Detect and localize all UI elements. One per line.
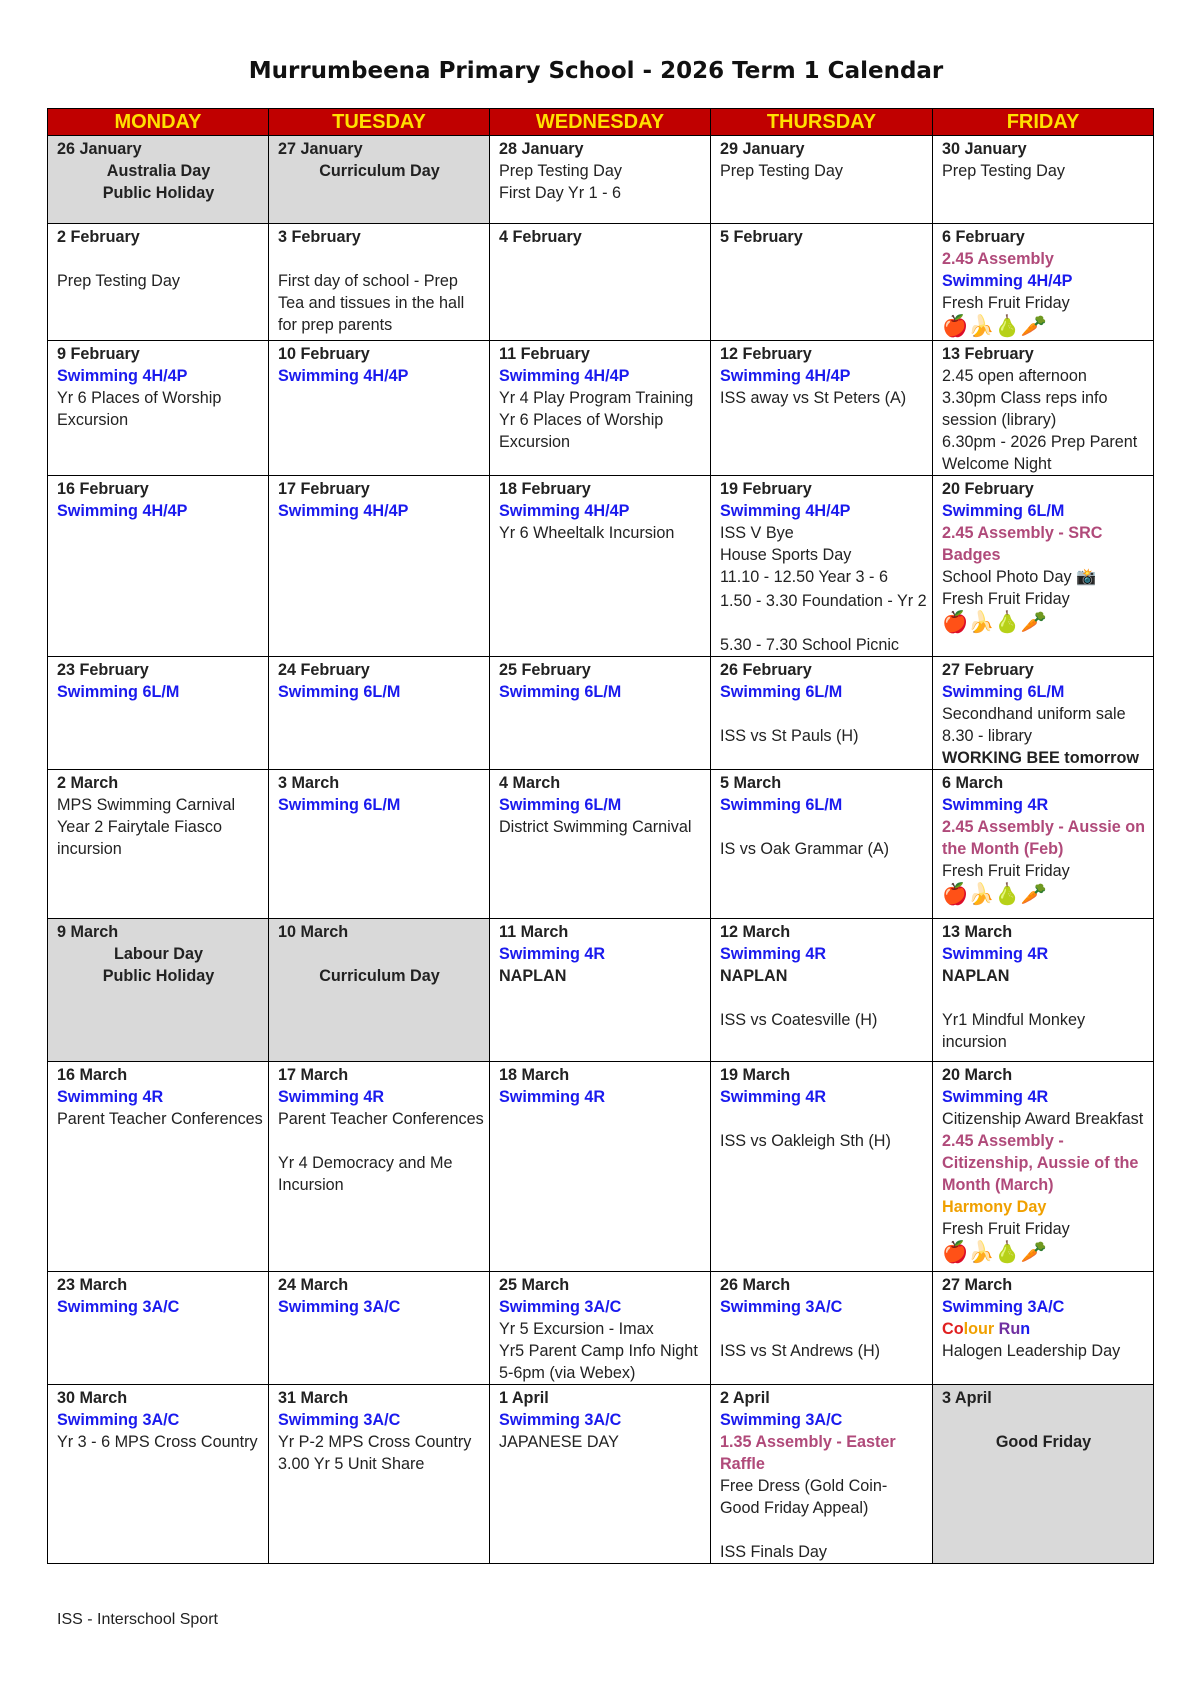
day-date: 28 January (498, 140, 584, 158)
event: ISS away vs St Peters (A) (719, 389, 907, 407)
week-row (48, 136, 1154, 224)
event: 8.30 - library (942, 727, 1032, 745)
week-row (48, 1385, 1154, 1564)
week-row (48, 224, 1154, 341)
header-wednesday: WEDNESDAY (489, 109, 710, 136)
swimming-event: Swimming 6L/M (719, 796, 843, 814)
day-cell (933, 1062, 1154, 1272)
event: incursion (942, 1033, 1007, 1051)
event: Yr1 Mindful Monkey (942, 1011, 1086, 1029)
day-cell (489, 657, 710, 770)
day-date: 16 February (57, 480, 149, 498)
day-cell (268, 476, 489, 657)
swimming-event: Swimming 3A/C (719, 1411, 843, 1429)
week-row (48, 770, 1154, 919)
assembly-event: Citizenship, Aussie of the (942, 1154, 1139, 1172)
day-date: 27 February (942, 661, 1034, 679)
day-cell (268, 341, 489, 476)
event: Excursion (498, 433, 571, 451)
day-cell (268, 1062, 489, 1272)
swimming-event: Swimming 4R (942, 1088, 1049, 1106)
week-row (48, 1272, 1154, 1385)
day-date: 3 February (277, 228, 361, 246)
event: 5-6pm (via Webex) (498, 1364, 636, 1382)
day-cell (268, 657, 489, 770)
swimming-event: Swimming 4R (942, 796, 1049, 814)
day-date: 23 February (57, 661, 149, 679)
day-date: 29 January (719, 140, 805, 158)
day-date: 25 March (498, 1276, 570, 1294)
event: 1.50 - 3.30 Foundation - Yr 2 (719, 592, 927, 610)
assembly-event: 2.45 Assembly - Aussie on (942, 818, 1146, 836)
colour-run-part: n (1020, 1320, 1031, 1338)
swimming-event: Swimming 4R (719, 1088, 827, 1106)
weekday-header-row (48, 109, 1154, 136)
swimming-event: Swimming 4H/4P (57, 367, 188, 385)
footnote: ISS - Interschool Sport (57, 1611, 218, 1628)
event: First day of school - Prep (277, 272, 458, 290)
swimming-event: Swimming 3A/C (277, 1298, 401, 1316)
day-date: 2 March (57, 774, 119, 792)
swimming-event: Swimming 4H/4P (498, 502, 630, 520)
event: Tea and tissues in the hall (277, 294, 465, 312)
event: Yr5 Parent Camp Info Night (498, 1342, 698, 1360)
fruit-icons: 🍎🍌🍐🥕 (942, 1241, 1047, 1264)
day-date: 18 March (498, 1066, 570, 1084)
day-cell (48, 657, 269, 770)
event: Yr 5 Excursion - Imax (498, 1320, 654, 1338)
day-date: 18 February (498, 480, 591, 498)
event: District Swimming Carnival (498, 818, 692, 836)
event: 11.10 - 12.50 Year 3 - 6 (719, 568, 888, 586)
swimming-event: Swimming 4H/4P (277, 502, 409, 520)
event: Prep Testing Day (719, 162, 843, 180)
swimming-event: Swimming 4R (942, 945, 1049, 963)
fruit-icons: 🍎🍌🍐🥕 (942, 611, 1047, 634)
event: NAPLAN (498, 967, 567, 985)
harmony-day-event: Harmony Day (942, 1198, 1047, 1216)
day-cell (48, 1062, 269, 1272)
week-row (48, 476, 1154, 657)
day-cell (489, 1385, 710, 1564)
day-date: 16 March (57, 1066, 128, 1084)
day-cell (268, 136, 489, 224)
assembly-event: 2.45 Assembly - SRC (942, 524, 1103, 542)
event: 2.45 open afternoon (942, 367, 1087, 385)
day-cell (48, 1272, 269, 1385)
event: Curriculum Day (319, 967, 440, 985)
day-cell (710, 476, 932, 657)
day-date: 25 February (498, 661, 591, 679)
day-date: 2 April (719, 1389, 770, 1407)
event: Yr 4 Democracy and Me (277, 1154, 453, 1172)
day-date: 2 February (57, 228, 140, 246)
header-thursday: THURSDAY (710, 109, 932, 136)
holiday-name: Labour Day (113, 945, 204, 963)
assembly-event: Raffle (719, 1455, 765, 1473)
day-cell (268, 224, 489, 341)
event: Yr 4 Play Program Training (498, 389, 694, 407)
day-cell (48, 341, 269, 476)
event: Incursion (277, 1176, 344, 1194)
swimming-event: Swimming 3A/C (498, 1411, 622, 1429)
day-date: 10 February (277, 345, 370, 363)
week-row (48, 1062, 1154, 1272)
event: WORKING BEE tomorrow (942, 749, 1139, 767)
event (942, 566, 1145, 588)
event: Parent Teacher Conferences (277, 1110, 484, 1128)
swimming-event: Swimming 4H/4P (498, 367, 630, 385)
event: 5.30 - 7.30 School Picnic (719, 636, 900, 654)
day-date: 6 March (942, 774, 1004, 792)
swimming-event: Swimming 3A/C (719, 1298, 843, 1316)
camera-icon: 📸 (1076, 568, 1097, 586)
day-date: 13 March (942, 923, 1013, 941)
day-date: 5 February (719, 228, 803, 246)
day-date: 12 March (719, 923, 791, 941)
swimming-event: Swimming 3A/C (57, 1298, 180, 1316)
swimming-event: Swimming 6L/M (942, 502, 1065, 520)
day-date: 24 March (277, 1276, 349, 1294)
day-cell (933, 1272, 1154, 1385)
day-date: 27 January (277, 140, 363, 158)
event: Yr 6 Wheeltalk Incursion (498, 524, 675, 542)
day-date: 3 April (942, 1389, 992, 1407)
event: Fresh Fruit Friday (942, 590, 1070, 608)
day-date: 11 March (498, 923, 569, 941)
event: ISS Finals Day (719, 1543, 828, 1561)
day-date: 20 March (942, 1066, 1013, 1084)
header-tuesday: TUESDAY (268, 109, 489, 136)
colour-run-part: Co (942, 1320, 964, 1338)
holiday-label: Public Holiday (102, 184, 215, 202)
day-cell (489, 341, 710, 476)
day-date: 13 February (942, 345, 1034, 363)
day-date: 19 March (719, 1066, 791, 1084)
day-date: 23 March (57, 1276, 128, 1294)
day-date: 31 March (277, 1389, 349, 1407)
fruit-icons: 🍎🍌🍐🥕 (942, 883, 1047, 906)
event: for prep parents (277, 316, 393, 334)
day-date: 5 March (719, 774, 782, 792)
swimming-event: Swimming 6L/M (57, 683, 180, 701)
event: ISS vs Oakleigh Sth (H) (719, 1132, 891, 1150)
day-cell (268, 919, 489, 1062)
day-date: 26 February (719, 661, 812, 679)
day-cell (48, 770, 269, 919)
day-cell (710, 1272, 932, 1385)
day-date: 4 March (498, 774, 561, 792)
day-date: 3 March (277, 774, 340, 792)
assembly-event: Month (March) (942, 1176, 1054, 1194)
holiday-label: Public Holiday (102, 967, 215, 985)
event: Free Dress (Gold Coin- (719, 1477, 888, 1495)
event: Yr 6 Places of Worship (57, 389, 222, 407)
event: Yr 3 - 6 MPS Cross Country (57, 1433, 258, 1451)
day-cell (489, 919, 710, 1062)
day-cell (933, 136, 1154, 224)
event: IS vs Oak Grammar (A) (719, 840, 890, 858)
day-cell (48, 1385, 269, 1564)
day-date: 30 January (942, 140, 1027, 158)
day-cell (489, 770, 710, 919)
colour-run-part: lour (963, 1320, 995, 1338)
swimming-event: Swimming 4H/4P (719, 367, 851, 385)
day-cell (489, 1062, 710, 1272)
event: Yr 6 Places of Worship (498, 411, 664, 429)
swimming-event: Swimming 3A/C (942, 1298, 1065, 1316)
assembly-event: Badges (942, 546, 1001, 564)
event: Yr P-2 MPS Cross Country (277, 1433, 472, 1451)
day-cell (710, 136, 932, 224)
day-cell (268, 770, 489, 919)
day-date: 27 March (942, 1276, 1013, 1294)
event: Curriculum Day (319, 162, 440, 180)
event: 3.30pm Class reps info (942, 389, 1108, 407)
event: ISS V Bye (719, 524, 794, 542)
day-cell (933, 341, 1154, 476)
assembly-event: 1.35 Assembly - Easter (719, 1433, 896, 1451)
swimming-event: Swimming 3A/C (498, 1298, 622, 1316)
event: ISS vs St Andrews (H) (719, 1342, 881, 1360)
swimming-event: Swimming 6L/M (277, 683, 401, 701)
swimming-event: Swimming 4H/4P (942, 272, 1073, 290)
day-date: 17 March (277, 1066, 349, 1084)
day-cell (710, 1385, 932, 1564)
day-date: 26 January (57, 140, 142, 158)
day-cell (268, 1385, 489, 1564)
day-cell (710, 341, 932, 476)
event: NAPLAN (942, 967, 1010, 985)
swimming-event: Swimming 6L/M (719, 683, 843, 701)
day-date: 26 March (719, 1276, 791, 1294)
day-date: 30 March (57, 1389, 128, 1407)
day-cell (268, 1272, 489, 1385)
day-cell (48, 224, 269, 341)
swimming-event: Swimming 4H/4P (719, 502, 851, 520)
event: House Sports Day (719, 546, 852, 564)
day-cell (48, 919, 269, 1062)
day-cell (489, 224, 710, 341)
event: Excursion (57, 411, 129, 429)
event: Prep Testing Day (57, 272, 180, 290)
day-cell (933, 919, 1154, 1062)
swimming-event: Swimming 4R (498, 1088, 606, 1106)
fruit-icons: 🍎🍌🍐🥕 (942, 315, 1047, 338)
week-row (48, 657, 1154, 770)
swimming-event: Swimming 4R (57, 1088, 164, 1106)
calendar-title: Murrumbeena Primary School - 2026 Term 1 Calendar (248, 58, 944, 84)
event: Fresh Fruit Friday (942, 862, 1070, 880)
event-text: School Photo Day (942, 568, 1072, 586)
day-cell (48, 136, 269, 224)
event: First Day Yr 1 - 6 (498, 184, 621, 202)
event: Prep Testing Day (498, 162, 622, 180)
swimming-event: Swimming 4R (277, 1088, 385, 1106)
day-cell (933, 476, 1154, 657)
event: Year 2 Fairytale Fiasco (57, 818, 222, 836)
day-cell (933, 657, 1154, 770)
event: Welcome Night (942, 455, 1052, 473)
day-date: 12 February (719, 345, 812, 363)
day-cell (489, 136, 710, 224)
day-cell (48, 476, 269, 657)
event: Citizenship Award Breakfast (942, 1110, 1144, 1128)
event: JAPANESE DAY (498, 1433, 619, 1451)
day-cell (710, 1062, 932, 1272)
event: Good Friday Appeal) (719, 1499, 869, 1517)
swimming-event: Swimming 6L/M (498, 796, 622, 814)
event: Secondhand uniform sale (942, 705, 1126, 723)
day-date: 24 February (277, 661, 370, 679)
day-date: 6 February (942, 228, 1025, 246)
assembly-event: the Month (Feb) (942, 840, 1064, 858)
swimming-event: Swimming 6L/M (498, 683, 622, 701)
event: Fresh Fruit Friday (942, 1220, 1070, 1238)
event: Parent Teacher Conferences (57, 1110, 263, 1128)
event: Prep Testing Day (942, 162, 1065, 180)
day-cell (710, 657, 932, 770)
week-row (48, 919, 1154, 1062)
header-monday: MONDAY (48, 109, 269, 136)
day-cell (489, 1272, 710, 1385)
day-date: 10 March (277, 923, 349, 941)
day-cell (933, 770, 1154, 919)
day-cell (489, 476, 710, 657)
event: 3.00 Yr 5 Unit Share (277, 1455, 425, 1473)
event: ISS vs St Pauls (H) (719, 727, 859, 745)
swimming-event: Swimming 4R (719, 945, 827, 963)
swimming-event: Swimming 4R (498, 945, 606, 963)
day-date: 1 April (498, 1389, 549, 1407)
day-cell (710, 919, 932, 1062)
calendar-table (47, 108, 1154, 1564)
swimming-event: Swimming 6L/M (942, 683, 1065, 701)
day-date: 4 February (498, 228, 582, 246)
day-date: 9 March (57, 923, 119, 941)
week-row (48, 341, 1154, 476)
holiday-name: Good Friday (995, 1433, 1092, 1451)
swimming-event: Swimming 4H/4P (277, 367, 409, 385)
swimming-event: Swimming 3A/C (277, 1411, 401, 1429)
swimming-event: Swimming 4H/4P (57, 502, 188, 520)
assembly-event: 2.45 Assembly (942, 250, 1054, 268)
event: Fresh Fruit Friday (942, 294, 1070, 312)
day-date: 17 February (277, 480, 370, 498)
day-date: 20 February (942, 480, 1034, 498)
event: ISS vs Coatesville (H) (719, 1011, 878, 1029)
event: session (library) (942, 411, 1057, 429)
colour-run-event (942, 1318, 1145, 1340)
event: 6.30pm - 2026 Prep Parent (942, 433, 1138, 451)
event: MPS Swimming Carnival (57, 796, 236, 814)
day-cell (933, 224, 1154, 341)
day-cell (710, 770, 932, 919)
day-date: 19 February (719, 480, 812, 498)
assembly-event: 2.45 Assembly - (942, 1132, 1064, 1150)
event: Halogen Leadership Day (942, 1342, 1121, 1360)
event: NAPLAN (719, 967, 788, 985)
event: incursion (57, 840, 122, 858)
holiday-name: Australia Day (106, 162, 211, 180)
swimming-event: Swimming 6L/M (277, 796, 401, 814)
day-cell (710, 224, 932, 341)
header-friday: FRIDAY (933, 109, 1154, 136)
colour-run-part: Ru (998, 1320, 1021, 1338)
day-date: 11 February (498, 345, 590, 363)
swimming-event: Swimming 3A/C (57, 1411, 180, 1429)
day-date: 9 February (57, 345, 140, 363)
day-cell (933, 1385, 1154, 1564)
